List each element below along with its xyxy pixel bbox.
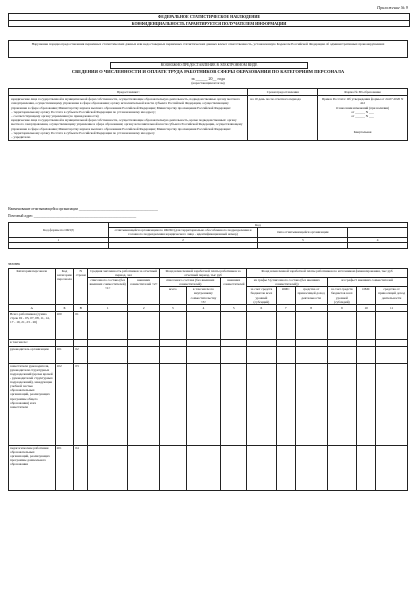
- row-number: 02: [74, 346, 88, 363]
- value-cell[interactable]: [160, 363, 186, 445]
- budget-header-2: за счет средств бюджетов всех уровней (субсидий): [327, 287, 357, 304]
- col-letter: 5: [221, 304, 247, 311]
- value-cell[interactable]: [128, 346, 160, 363]
- value-cell[interactable]: [295, 346, 327, 363]
- value-cell[interactable]: [186, 346, 221, 363]
- survey-header: [8, 13, 410, 27]
- value-cell[interactable]: [128, 311, 160, 339]
- internal-header: в том числе по внутреннему совместительству <3>: [186, 287, 221, 304]
- submitters-block-2: юридические лица государственной и муниципальной форм собственности, осуществляющие образовательную деятельность, кроме подведомственных: органу местного самоуправления, осуществляющему управление в сфере образования; органу исполнительной власти субъекта Российской Федерации, осуществляющему управление в сфере образования; Министерству науки и высшего образования Российской Федерации; Министерству просвещения Российской Федерации:: [11, 118, 243, 131]
- value-cell[interactable]: [376, 339, 408, 346]
- col-letter: 8: [295, 304, 327, 311]
- value-cell[interactable]: [88, 445, 128, 490]
- approval-cell: [318, 96, 408, 141]
- value-cell[interactable]: [376, 363, 408, 445]
- value-cell[interactable]: [376, 445, 408, 490]
- table-row: [9, 339, 408, 346]
- submitters-header: Предоставляют:: [9, 89, 248, 96]
- category-header: Категории персонала: [9, 269, 56, 305]
- category-code-header: Код категории персонала: [55, 269, 74, 305]
- col-letter: 7: [276, 304, 295, 311]
- value-cell[interactable]: [295, 339, 327, 346]
- value-cell[interactable]: [221, 346, 247, 363]
- value-cell[interactable]: [247, 363, 277, 445]
- value-cell[interactable]: [357, 363, 376, 445]
- col-letter: А: [9, 304, 56, 311]
- value-cell[interactable]: [327, 363, 357, 445]
- value-cell[interactable]: [357, 445, 376, 490]
- value-cell[interactable]: [327, 311, 357, 339]
- value-cell[interactable]: [88, 311, 128, 339]
- row-number: [74, 339, 88, 346]
- form-title: СВЕДЕНИЯ О ЧИСЛЕННОСТИ И ОПЛАТЕ ТРУДА РАБОТНИКОВ СФЕРЫ ОБРАЗОВАНИЯ ПО КАТЕГОРИЯМ ПЕРСОНАЛА: [71, 69, 345, 74]
- row-category-code: 201: [55, 445, 74, 490]
- table-row: [9, 445, 408, 490]
- value-cell[interactable]: [357, 339, 376, 346]
- col-letter: 9: [327, 304, 357, 311]
- row-category-code: 102: [55, 363, 74, 445]
- changes-from-2: от ______ N ___: [351, 114, 374, 119]
- value-cell[interactable]: [128, 339, 160, 346]
- value-cell[interactable]: [160, 445, 186, 490]
- wage-fund-header: Фонд начисленной заработной платы работников за отчетный период, тыс руб: [160, 269, 247, 278]
- data-rows: [9, 311, 408, 490]
- submitters-block-1: юридические лица государственной и муниципальной форм собственности, осуществляющие образовательную деятельность, подведомственные органу местного самоуправления, осуществляющему управление в сфере образования; органу исполнительной власти субъекта Российской Федерации, осуществляющему управление в сфере образования; Министерству науки и высшего образования Российской Федерации; Министерству просвещения Российской Федерации:: [11, 97, 241, 110]
- org-type-label: типа отчитывающейся организации: [258, 228, 348, 237]
- row-number: 03: [74, 363, 88, 445]
- value-cell[interactable]: [221, 339, 247, 346]
- value-cell[interactable]: [186, 311, 221, 339]
- col-letter: 10: [357, 304, 376, 311]
- submitters-block-1b: – соответствующему органу управления (по принадлежности): [11, 114, 99, 119]
- value-cell[interactable]: [247, 445, 277, 490]
- value-cell[interactable]: [357, 346, 376, 363]
- codes-table: [8, 222, 408, 249]
- col-letter: 3: [160, 304, 186, 311]
- value-cell[interactable]: [88, 339, 128, 346]
- submitters-block-1a: – территориальному органу Росстата в субъекте Российской Федерации по установленному им адресу;: [11, 109, 156, 114]
- from-col5-header: из графы 5 внешних совместителей: [327, 278, 408, 287]
- value-cell[interactable]: [247, 339, 277, 346]
- deadline-cell: на 10 день после отчетного периода: [248, 96, 318, 141]
- code-col-1: 1: [9, 237, 109, 242]
- value-cell[interactable]: [186, 339, 221, 346]
- code-col-3: 3: [258, 237, 348, 242]
- income-header: средства от приносящей доход деятельности: [295, 287, 327, 304]
- value-cell[interactable]: [160, 311, 186, 339]
- code-col-4: 4: [348, 237, 408, 242]
- row-category: Всего работников (сумма строк 02 - 05, 07, 08, 11, 14, 17 - 19, 21, 23 - 26): [9, 311, 56, 339]
- value-cell[interactable]: [221, 363, 247, 445]
- value-cell[interactable]: [357, 311, 376, 339]
- table-row: [9, 363, 408, 445]
- oms-header: ОМС: [276, 287, 295, 304]
- col-letter: В: [74, 304, 88, 311]
- value-cell[interactable]: [186, 445, 221, 490]
- income-header-2: средства от приносящей доход деятельности: [376, 287, 408, 304]
- reporting-period: за ______ 20__ года: [191, 76, 225, 81]
- submitters-block-2a: – территориальному органу Росстата в субъекте Российской Федерации по установленному им адресу: [11, 130, 155, 135]
- appendix-label: Приложение № 9: [377, 5, 408, 10]
- okud-value[interactable]: [9, 242, 109, 248]
- value-cell[interactable]: [128, 363, 160, 445]
- form-number-header: Форма № ЗП-образование: [318, 89, 408, 96]
- approval-order: Приказ Росстата: Об утверждении формы от 24.07.2020 N 412: [321, 97, 404, 106]
- external-staff-header: внешних совместителей <2>: [128, 278, 160, 305]
- code-col-2: 2: [108, 237, 258, 242]
- from-col3-header: из графы 3 (списочного состава (без внешних совместителей)): [247, 278, 327, 287]
- deadlines-header: Сроки предоставления: [248, 89, 318, 96]
- header-line-2: КОНФИДЕНЦИАЛЬНОСТЬ ГАРАНТИРУЕТСЯ ПОЛУЧАТЕЛЕМ ИНФОРМАЦИИ: [131, 20, 287, 26]
- org-type-value[interactable]: [258, 242, 348, 248]
- okud-code-label: Код формы по ОКУД: [9, 223, 109, 238]
- value-cell[interactable]: [276, 339, 295, 346]
- period-note: (нарастающим итогом): [191, 81, 225, 85]
- value-cell[interactable]: [276, 363, 295, 445]
- col-letter: 11: [376, 304, 408, 311]
- row-category-code: [55, 339, 74, 346]
- value-cell[interactable]: [221, 311, 247, 339]
- submitters-block-2b: – учредителю: [11, 135, 31, 140]
- submitters-cell: [9, 96, 248, 141]
- value-cell[interactable]: [327, 346, 357, 363]
- value-cell[interactable]: [376, 346, 408, 363]
- value-cell[interactable]: [247, 311, 277, 339]
- header-line-1: ФЕДЕРАЛЬНОЕ СТАТИСТИЧЕСКОЕ НАБЛЮДЕНИЕ: [9, 14, 409, 21]
- row-category: педагогические работники образовательных организаций, реализующих программы дошкольного образования: [9, 445, 56, 490]
- value-cell[interactable]: [160, 346, 186, 363]
- list-fund-header: списочного состава (без внешних совместителей): [160, 278, 221, 287]
- row-category: заместители руководителя, руководители структурных подразделений (кроме врачей - руководителей структурных подразделений), заведующие учебной частью образовательных организаций, реализующих программы общего образования) и их заместители: [9, 363, 56, 445]
- avg-headcount-header: Средняя численность работников за отчетный период, чел: [88, 269, 160, 278]
- row-category: в том числе:: [9, 339, 56, 346]
- value-cell[interactable]: [160, 339, 186, 346]
- code-label: Код: [108, 223, 407, 228]
- total-header: всего: [160, 287, 186, 304]
- value-cell[interactable]: [186, 363, 221, 445]
- col-letter: Б: [55, 304, 74, 311]
- value-cell[interactable]: [88, 363, 128, 445]
- value-cell[interactable]: [295, 311, 327, 339]
- changes-from-1: от ______ N ___: [351, 109, 374, 114]
- col-letter: 4: [186, 304, 221, 311]
- wage-fund-sources-header: Фонд начисленной заработной платы работников по источникам финансирования, тыс руб: [247, 269, 408, 278]
- value-cell[interactable]: [327, 339, 357, 346]
- budget-header: за счет средств бюджетов всех уровней (субсидий): [247, 287, 277, 304]
- legal-warning: Нарушение порядка предоставления первичных статистических данных или недостоверных первичных статистических данных влечет ответственность, установленную Кодексом Российской Федерации об административных правонарушениях: [8, 40, 408, 58]
- external-fund-header: внешних совместителей: [221, 278, 247, 305]
- table-row: [9, 311, 408, 339]
- okpo-value[interactable]: [108, 242, 258, 248]
- row-category-code: 101: [55, 346, 74, 363]
- value-cell[interactable]: [276, 346, 295, 363]
- oms-header-2: ОМС: [357, 287, 376, 304]
- col-letter: 2: [128, 304, 160, 311]
- value-cell[interactable]: [295, 363, 327, 445]
- org-name-label: Наименование отчитывающейся организации ____________________________________________: [8, 207, 158, 211]
- row-number-header: N строки: [74, 269, 88, 305]
- main-data-table: [8, 268, 408, 491]
- value-cell[interactable]: [128, 445, 160, 490]
- address-label: Почтовый адрес _________________________________________________________: [8, 214, 137, 218]
- units-label: человек: [8, 262, 21, 266]
- value-cell[interactable]: [376, 311, 408, 339]
- value-cell[interactable]: [221, 445, 247, 490]
- col-letter: 1: [88, 304, 128, 311]
- value-cell[interactable]: [276, 311, 295, 339]
- electronic-notice: ВОЗМОЖНО ПРЕДОСТАВЛЕНИЕ В ЭЛЕКТРОННОМ ВИДЕ: [110, 62, 308, 69]
- row-number: 04: [74, 445, 88, 490]
- value-cell[interactable]: [295, 445, 327, 490]
- table-row: [9, 346, 408, 363]
- column-letters-row: [9, 304, 408, 311]
- row-category-code: 100: [55, 311, 74, 339]
- okpo-label: отчитывающейся организации по ОКПО (для территориально обособленного подразделения и головного подразделения юридического лица - идентификационный номер): [108, 228, 258, 237]
- periodicity: Квартальная: [353, 130, 372, 135]
- submission-table: [8, 88, 408, 141]
- value-cell[interactable]: [88, 346, 128, 363]
- col-letter: 6: [247, 304, 277, 311]
- row-category: руководитель организации: [9, 346, 56, 363]
- row-number: 01: [74, 311, 88, 339]
- changes-note: О внесении изменений (при наличии): [336, 105, 390, 110]
- list-staff-header: списочного состава (без внешних совместителей) <1>: [88, 278, 128, 305]
- value-cell[interactable]: [327, 445, 357, 490]
- value-cell[interactable]: [247, 346, 277, 363]
- value-cell[interactable]: [276, 445, 295, 490]
